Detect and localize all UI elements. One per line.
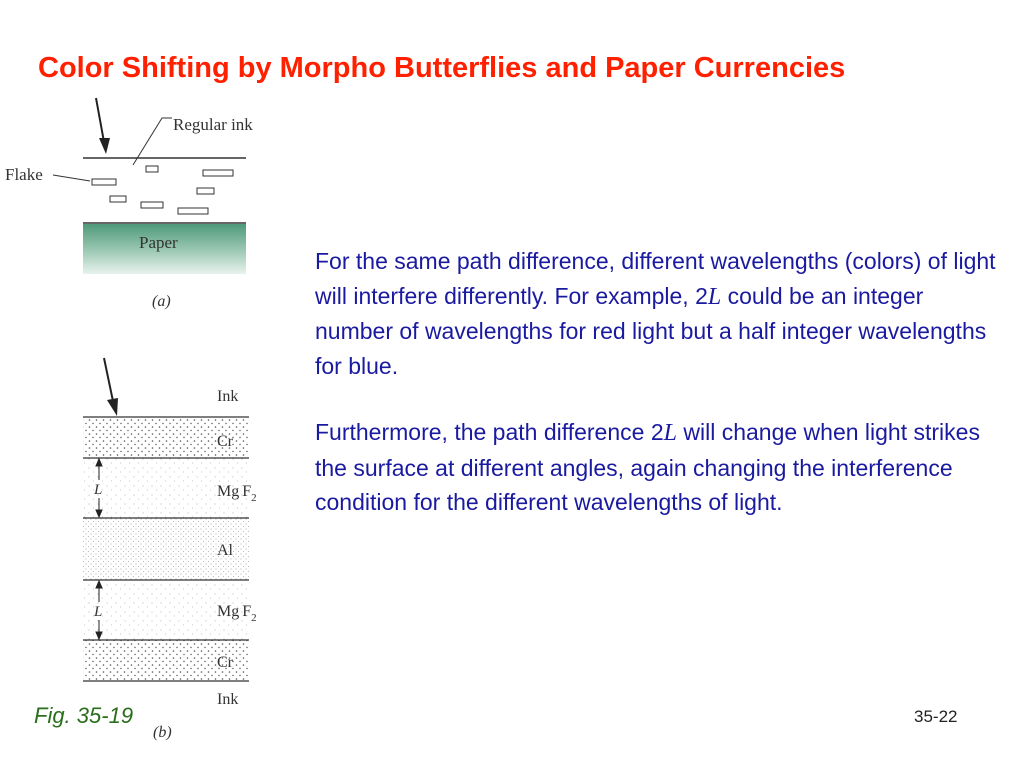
flake [92, 179, 116, 185]
path-length-symbol: L [663, 420, 677, 446]
paragraph-1-after: could be an integer number of wavelengths for red light but a half integer wavelengths for blue. [315, 282, 987, 379]
figure-a-caption: (a) [152, 293, 171, 310]
flake [178, 208, 208, 214]
layer-label-mgf2-top: Mg $F_2$ [217, 483, 257, 504]
body-paragraph-1 [315, 244, 1005, 383]
paragraph-2-after: will change when light strikes the surface at different angles, again changing the interference condition for the different wavelengths of light. [315, 419, 980, 515]
flake [197, 188, 214, 194]
layer-label-cr-bottom: Cr [217, 654, 233, 671]
paragraph-1-before: For the same path difference, different wavelengths (colors) of light will interfere differently. For example, 2 [315, 248, 996, 309]
figure-b-caption: (b) [153, 724, 172, 741]
flake [203, 170, 233, 176]
layer-label-mgf2-bottom: Mg $F_2$ [217, 603, 257, 624]
path-length-symbol: L [707, 283, 722, 310]
slide-title: Color Shifting by Morpho Butterflies and Paper Currencies [38, 52, 846, 84]
page-number: 35-22 [914, 707, 958, 726]
paper-label: Paper [139, 233, 178, 252]
layer-label-cr-top: Cr [217, 433, 233, 450]
layer-label-ink-bottom: Ink [217, 691, 239, 708]
layer-label-ink-top: Ink [217, 388, 239, 405]
flakes [92, 166, 233, 214]
figure-b-diagram [60, 348, 300, 748]
figure-a-diagram [0, 90, 300, 320]
layer-label-al: Al [217, 542, 233, 559]
arrowhead-b-icon [107, 398, 118, 416]
incident-ray-a [96, 98, 104, 142]
figure-reference: Fig. 35-19 [34, 703, 134, 728]
flake [110, 196, 126, 202]
paragraph-2-before: Furthermore, the path difference 2 [315, 419, 664, 445]
arrowhead-a-icon [99, 138, 110, 154]
regular-ink-label: Regular ink [173, 115, 253, 134]
flake-pointer [53, 175, 90, 181]
thickness-L-bottom: L [94, 604, 103, 620]
thickness-L-top: L [94, 482, 103, 498]
body-paragraph-2 [315, 415, 1005, 520]
flake [141, 202, 163, 208]
flake-label: Flake [5, 165, 43, 184]
flake [146, 166, 158, 172]
incident-ray-b [104, 358, 114, 406]
